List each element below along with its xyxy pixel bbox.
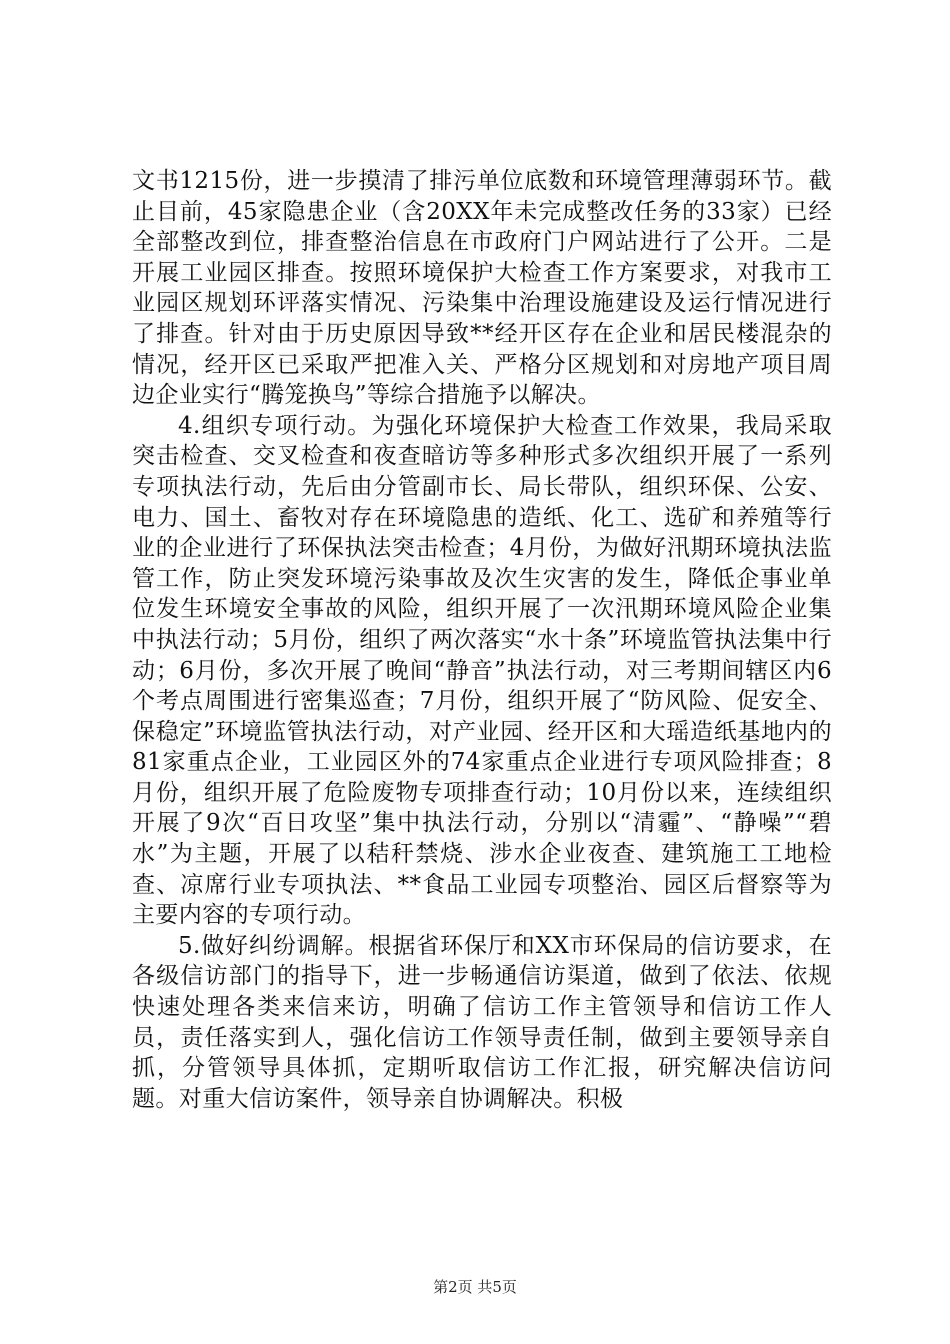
page-number-footer: 第2页 共5页 <box>433 1278 517 1296</box>
document-body <box>132 166 832 1114</box>
paragraph-item-4: 4.组织专项行动。为强化环境保护大检查工作效果，我局采取突击检查、交叉检查和夜查暗访等多种形式多次组织开展了一系列专项执法行动，先后由分管副市长、局长带队，组织环保、公安、电力、国土、畜牧对存在环境隐患的造纸、化工、选矿和养殖等行业的企业进行了环保执法突击检查；4月份，为做好汛期环境执法监管工作，防止突发环境污染事故及次生灾害的发生，降低企事业单位发生环境安全事故的风险，组织开展了一次汛期环境风险企业集中执法行动；5月份，组织了两次落实“水十条”环境监管执法集中行动；6月份，多次开展了晚间“静音”执法行动，对三考期间辖区内6个考点周围进行密集巡查；7月份，组织开展了“防风险、促安全、保稳定”环境监管执法行动，对产业园、经开区和大瑶造纸基地内的81家重点企业，工业园区外的74家重点企业进行专项风险排查；8月份，组织开展了危险废物专项排查行动；10月份以来，连续组织开展了9次“百日攻坚”集中执法行动，分别以“清霾”、“静噪”“碧水”为主题，开展了以秸秆禁烧、涉水企业夜查、建筑施工工地检查、凉席行业专项执法、**食品工业园专项整治、园区后督察等为主要内容的专项行动。 <box>132 412 832 929</box>
paragraph-continuation: 文书1215份，进一步摸清了排污单位底数和环境管理薄弱环节。截止目前，45家隐患企业（含20XX年未完成整改任务的33家）已经全部整改到位，排查整治信息在市政府门户网站进行了公开。二是开展工业园区排查。按照环境保护大检查工作方案要求，对我市工业园区规划环评落实情况、污染集中治理设施建设及运行情况进行了排查。针对由于历史原因导致**经开区存在企业和居民楼混杂的情况，经开区已采取严把准入关、严格分区规划和对房地产项目周边企业实行“腾笼换鸟”等综合措施予以解决。 <box>132 168 832 409</box>
paragraph-item-5: 5.做好纠纷调解。根据省环保厅和XX市环保局的信访要求，在各级信访部门的指导下，进一步畅通信访渠道，做到了依法、依规快速处理各类来信来访，明确了信访工作主管领导和信访工作人员，责任落实到人，强化信访工作领导责任制，做到主要领导亲自抓，分管领导具体抓，定期听取信访工作汇报，研究解决信访问题。对重大信访案件，领导亲自协调解决。积极 <box>132 932 832 1112</box>
